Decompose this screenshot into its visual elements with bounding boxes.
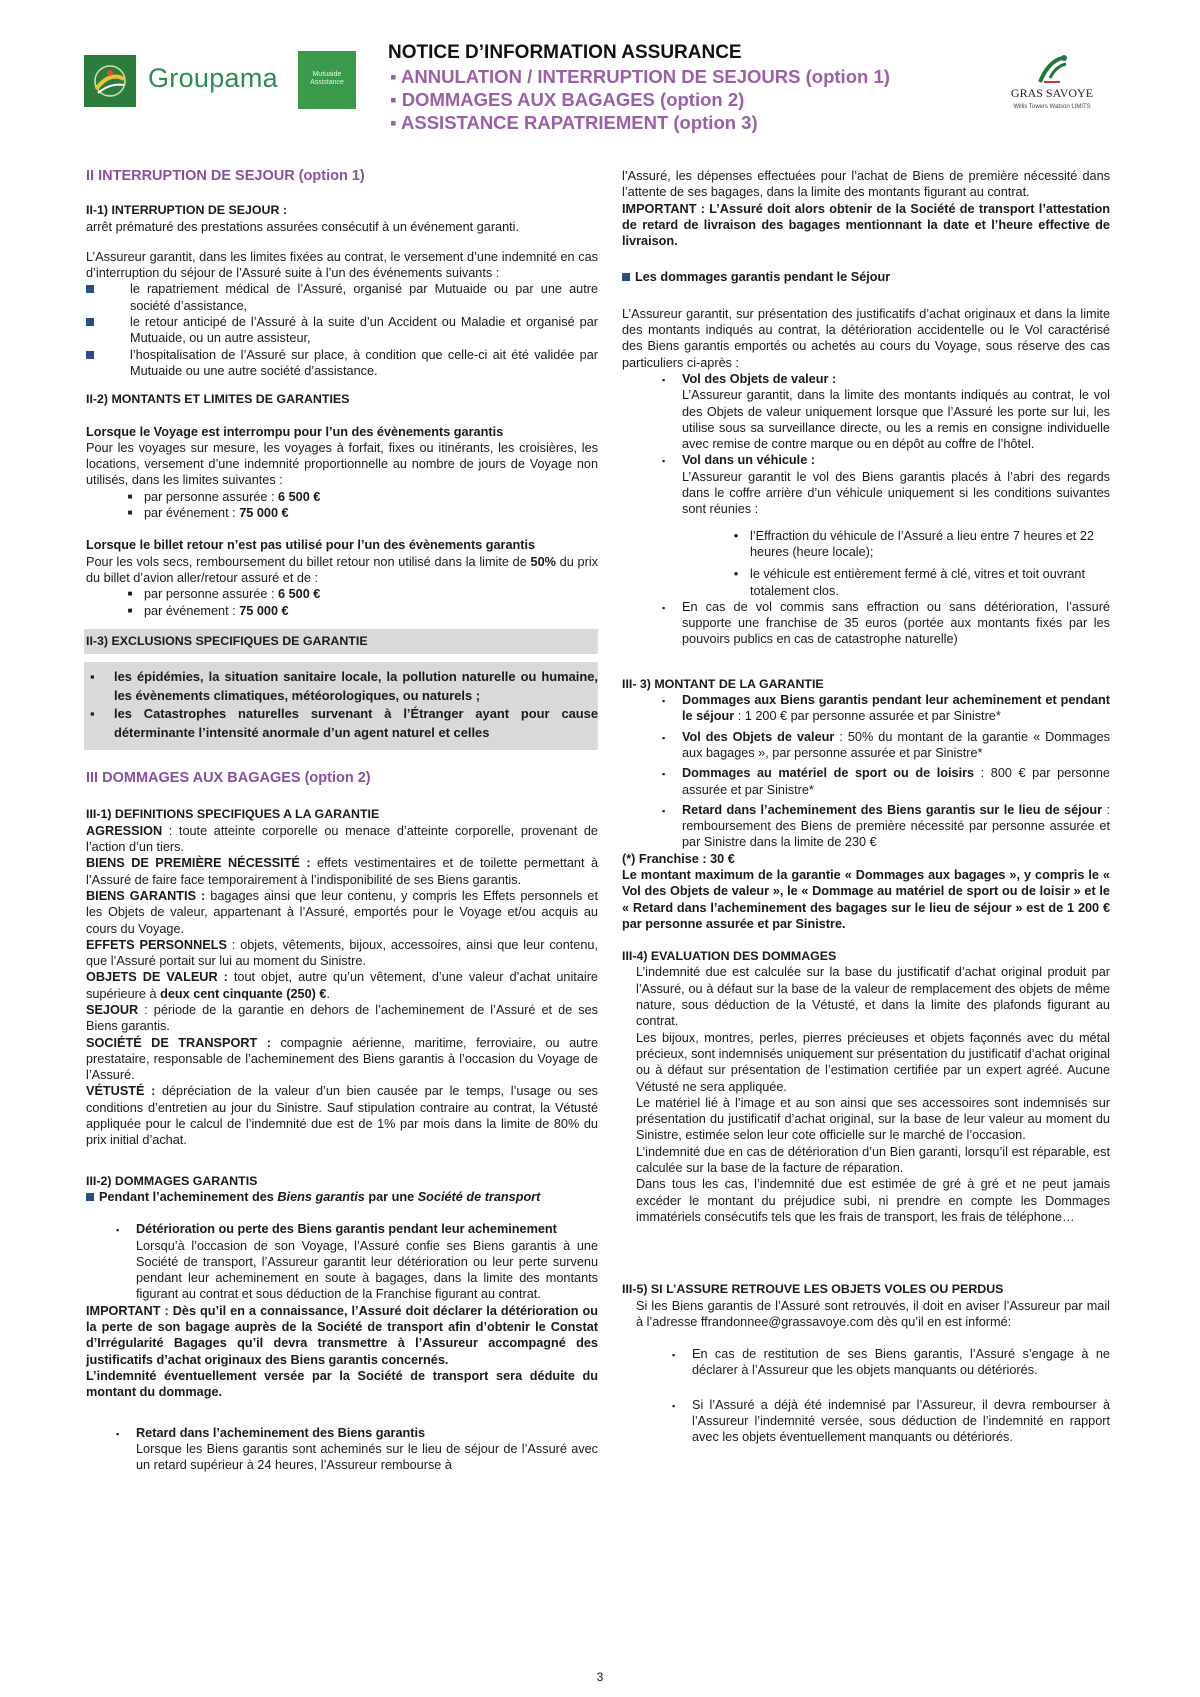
- evaluation-paragraphs: L’indemnité due est calculée sur la base du justificatif d’achat original produit par l’Assuré, ou à défaut sur la base de la valeur de remplacement des objets de même nature, sous déduction de la Vétusté, et dans la limite des plafonds figurant au contrat. Les bijoux, montres, perles, pierres précieuses et objets façonnés avec du métal précieux, sont indemnisés uniquement sur présentation du justificatif d’achat original ou à défaut sur présentation de l’estimation certifiée par un expert agréé. Aucune Vétusté ne sera appliquée. Le matériel lié à l’image et au son ainsi que ses accessoires sont indemnisés sur présentation du justificatif d’achat original, sur la base de leur valeur au moment du Sinistre, estimée selon leur cote officielle sur le marché de l’occasion. L’indemnité due en cas de détérioration d’un Bien garanti, lorsqu’il est réparable, est calculée sur la base de la facture de réparation. Dans tous les cas, l’indemnité due est estimée de gré à gré et ne peut jamais excéder le montant du préjudice subi, ni prendre en compte les Dommages immatériels consécutifs tels que les frais de transport, les frais de téléphone…: [636, 965, 1110, 1224]
- section-ii-1-title: II-1) INTERRUPTION DE SEJOUR :: [86, 203, 288, 218]
- mutuaide-logo-text: Mutuaide Assistance: [310, 71, 344, 86]
- section-ii-title: II INTERRUPTION DE SEJOUR (option 1): [86, 168, 365, 184]
- transport-damage-heading: Pendant l’acheminement des Biens garantis par une Société de transport: [86, 1189, 598, 1205]
- groupama-wordmark: Groupama: [148, 63, 278, 93]
- definition-item: BIENS DE PREMIÈRE NÉCESSITÉ : effets vestimentaires et de toilette permettant à l’Assuré de faire face temporairement à l’indisponibilité de ses Biens garantis.: [86, 856, 598, 887]
- definition-item: AGRESSION : toute atteinte corporelle ou menace d’atteinte corporelle, provenant de l’action d’un tiers.: [86, 823, 598, 855]
- page-header: [0, 0, 1200, 150]
- definition-item: SOCIÉTÉ DE TRANSPORT : compagnie aérienne, maritime, ferroviaire, ou autre prestataire, responsable de l’acheminement des Biens garantis à l’occasion du Voyage de l’Assuré.: [86, 1035, 599, 1083]
- list-item: le rapatriement médical de l’Assuré, organisé par Mutuaide ou par une autre société d’assistance,: [86, 281, 598, 314]
- section-iii-1-title: III-1) DEFINITIONS SPECIFIQUES A LA GARANTIE: [86, 807, 380, 822]
- section-ii-3-title: II-3) EXCLUSIONS SPECIFIQUES DE GARANTIE: [86, 633, 368, 648]
- gras-savoye-wordmark: GRAS SAVOYE: [1010, 86, 1094, 100]
- list-item: l’hospitalisation de l’Assuré sur place, à condition que celle-ci ait été validée par Mutuaide ou une autre société d’assistance.: [86, 347, 598, 380]
- gras-savoye-subline: Willis Towers Watson LIMITS: [1013, 104, 1091, 110]
- list-item: ■ par personne assurée : 6 500 €: [127, 489, 321, 504]
- mutuaide-logo: [298, 51, 356, 109]
- exclusions-box: [84, 662, 598, 750]
- definition-item: OBJETS DE VALEUR : tout objet, autre qu’un vêtement, d’une valeur d’achat unitaire supérieure à deux cent cinquante (250) €.: [86, 970, 598, 1001]
- important-note: IMPORTANT : Dès qu’il en a connaissance, l’Assuré doit déclarer la détérioration ou la perte de son bagage auprès de la Société de transport afin d’obtenir le Constat d’Irrégularité Bagages qu’il devra transmettre à l’Assureur accompagné des justificatifs d’achat originaux des Biens garantis concernés.: [86, 1303, 598, 1367]
- delay-continuation-text: l’Assuré, les dépenses effectuées pour l’achat de Biens de première nécessité dans l’attente de ses bagages, dans la limite des montants figurant au contrat.: [622, 169, 1110, 200]
- bullet-square-icon: [86, 318, 94, 326]
- definition-item: VÉTUSTÉ : dépréciation de la valeur d’un bien causée par le temps, l’usage ou ses conditions d’entretien au jour du Sinistre. Sauf stipulation contraire au contrat, la Vétusté appliquée pour le calcul de l’indemnité due est de 1% par mois dans la limite de 80% du prix initial d’achat.: [86, 1084, 599, 1148]
- exclusions-header-box: [84, 629, 598, 654]
- list-item: ▪ En cas de vol commis sans effraction ou sans détérioration, l’assuré supporte une franchise de 35 euros (portée aux montants fixés par les pouvoirs publics en cas de catastrophe naturelle): [662, 599, 1110, 647]
- exclusion-item: ▪ les épidémies, la situation sanitaire locale, la pollution naturelle ou humaine, les évènements climatiques, météorologiques, ou naturels ;: [90, 669, 598, 703]
- section-ii-2-a-text: Pour les voyages sur mesure, les voyages à forfait, fixes ou itinérants, les croisières, les locations, versement d’une indemnité proportionnelle au nombre de jours de Voyage non utilisés, dans les limites suivantes :: [86, 440, 598, 488]
- list-item: le retour anticipé de l’Assuré à la suite d’un Accident ou Maladie et organisé par Mutuaide, ou un autre assisteur,: [86, 314, 598, 347]
- definition-item: EFFETS PERSONNELS : objets, vêtements, bijoux, accessoires, ainsi que leur contenu, que l’Assuré portait sur lui au moment du Sinistre.: [86, 937, 598, 969]
- header-option-1: ▪ ANNULATION / INTERRUPTION DE SEJOURS (option 1): [390, 66, 890, 87]
- exclusion-item: ▪ les Catastrophes naturelles survenant à l’Étranger ayant pour cause déterminante l’intensité anormale d’un agent naturel et celles: [90, 706, 598, 740]
- recovered-items-intro: Si les Biens garantis de l’Assuré sont retrouvés, il doit en aviser l’Assureur par mail à l’adresse ffrandonnee@grassavoye.com dès qu’il en est informé:: [636, 1298, 1110, 1329]
- stay-damage-heading: Les dommages garantis pendant le Séjour: [622, 269, 1110, 285]
- list-item: ■ par événement : 75 000 €: [127, 506, 289, 521]
- list-item: ▪ Détérioration ou perte des Biens garantis pendant leur acheminement Lorsqu’à l’occasion de son Voyage, l’Assuré confie ses Biens garantis à une Société de transport, l’Assureur garantit leur détérioration ou leur perte survenu pendant leur acheminement en soute à bagages, dans la limite des montants figurant au contrat et sous déduction de la Franchise figurant au contrat.: [116, 1222, 598, 1302]
- list-item: ■ par événement : 75 000 €: [127, 603, 289, 618]
- section-ii-2-b-title: Lorsque le billet retour n’est pas utilisé pour l’un des évènements garantis: [86, 538, 536, 553]
- left-column: [86, 168, 598, 1473]
- deduction-note: L’indemnité éventuellement versée par la Société de transport sera déduite du montant du dommage.: [86, 1368, 598, 1400]
- header-option-3: ▪ ASSISTANCE RAPATRIEMENT (option 3): [390, 112, 758, 133]
- maximum-amount-note: Le montant maximum de la garantie « Dommages aux bagages », y compris le « Vol des Objets de valeur », le « Dommage au matériel de sport ou de loisir » et le « Retard dans l’acheminement des bagages sur le lieu de séjour » est de 1 200 € par personne assurée et par Sinistre.: [622, 867, 1110, 931]
- section-iii-4-title: III-4) EVALUATION DES DOMMAGES: [622, 949, 837, 964]
- section-ii-2-b-text: Pour les vols secs, remboursement du billet retour non utilisé dans la limite de 50% du prix du billet d’avion aller/retour assuré et de :: [86, 554, 598, 585]
- list-item: ▪ En cas de restitution de ses Biens garantis, l’Assuré s’engage à ne déclarer à l’Assureur que les objets manquants ou détériorés.: [672, 1347, 1110, 1378]
- list-item: ▪ Dommages aux Biens garantis pendant leur acheminement et pendant le séjour : 1 200 € par personne assurée et par Sinistre*: [662, 693, 1110, 724]
- bullet-square-icon: [86, 351, 94, 359]
- definition-item: BIENS GARANTIS : bagages ainsi que leur contenu, y compris les Effets personnels et les Objets de valeur, appartenant à l’Assuré, emportés pour le Voyage et/ou acquis au cours du Voyage.: [86, 888, 598, 936]
- bullet-square-icon: [86, 1193, 94, 1201]
- list-item: ▪ Vol des Objets de valeur : L’Assureur garantit, dans la limite des montants indiqués au contrat, le vol des Objets de valeur uniquement lorsque que l’Assuré les porte sur lui, les utilise sous sa surveillance directe, ou les a remis en consigne individuelle avec remise de contre marque ou en dépôt au coffre de l’hôtel.: [662, 371, 1110, 452]
- section-iii-5-title: III-5) SI L’ASSURE RETROUVE LES OBJETS VOLES OU PERDUS: [622, 1282, 1004, 1297]
- notice-title: NOTICE D’INFORMATION ASSURANCE: [388, 42, 742, 63]
- list-item: ● le véhicule est entièrement fermé à clé, vitres et toit ouvrant totalement clos.: [733, 567, 1085, 598]
- list-item: ▪ Dommages au matériel de sport ou de loisirs : 800 € par personne assurée et par Sinistre*: [662, 766, 1110, 797]
- section-ii-1-intro: L’Assureur garantit, dans les limites fixées au contrat, le versement d’une indemnité en cas d’interruption du séjour de l’Assuré suite à l’un des événements suivants :: [86, 249, 598, 281]
- stay-damage-intro: L’Assureur garantit, sur présentation des justificatifs d’achat originaux et dans la limite des montants indiqués au contrat, la détérioration accidentelle ou le Vol caractérisé des Biens garantis emportés ou achetés au cours du Voyage, sous réserve des cas particuliers ci-après :: [622, 306, 1110, 370]
- list-item: ▪ Vol des Objets de valeur : 50% du montant de la garantie « Dommages aux bagages », par personne assurée et par Sinistre*: [662, 729, 1110, 760]
- section-ii-2-title: II-2) MONTANTS ET LIMITES DE GARANTIES: [86, 392, 350, 407]
- bullet-square-icon: [86, 285, 94, 293]
- section-ii-1-definition: arrêt prématuré des prestations assurées consécutif à un événement garanti.: [86, 219, 520, 234]
- groupama-logo: [84, 55, 284, 107]
- section-iii-title: III DOMMAGES AUX BAGAGES (option 2): [86, 770, 371, 787]
- section-ii-2-a-title: Lorsque le Voyage est interrompu pour l’un des évènements garantis: [86, 424, 504, 439]
- groupama-logo-mark: [84, 55, 136, 107]
- list-item: ● l’Effraction du véhicule de l’Assuré a lieu entre 7 heures et 22 heures (heure locale);: [733, 528, 1094, 559]
- section-iii-3-title: III- 3) MONTANT DE LA GARANTIE: [622, 676, 824, 691]
- delay-important-note: IMPORTANT : L’Assuré doit alors obtenir de la Société de transport l’attestation de retard de livraison des bagages mentionnant la date et l’heure effective de livraison.: [622, 201, 1110, 249]
- section-iii-2-title: III-2) DOMMAGES GARANTIS: [86, 1173, 258, 1188]
- franchise-note: (*) Franchise : 30 €: [622, 851, 735, 866]
- list-item: ▪ Si l’Assuré a déjà été indemnisé par l’Assureur, il devra rembourser à l’Assureur l’indemnité versée, sous déduction de l’indemnité en rapport avec les objets éventuellement manquants ou détériorés.: [672, 1397, 1110, 1445]
- list-item: ■ par personne assurée : 6 500 €: [127, 587, 321, 602]
- page-number: 3: [596, 1670, 604, 1684]
- bullet-square-icon: [622, 273, 630, 281]
- gras-savoye-logo: [1000, 52, 1104, 114]
- list-item: ▪ Retard dans l’acheminement des Biens garantis Lorsque les Biens garantis sont acheminés sur le lieu de séjour de l’Assuré avec un retard supérieur à 24 heures, l’Assureur rembourse à: [116, 1425, 598, 1473]
- header-option-2: ▪ DOMMAGES AUX BAGAGES (option 2): [390, 89, 745, 110]
- gras-savoye-emblem-icon: [1000, 52, 1104, 86]
- list-item: ▪ Retard dans l’acheminement des Biens garantis sur le lieu de séjour : remboursement des Biens de première nécessité par personne assurée et par Sinistre dans la limite de 230 €: [662, 802, 1110, 850]
- definition-item: SEJOUR : période de la garantie en dehors de l’acheminement de l’Assuré et de ses Biens garantis.: [86, 1002, 598, 1034]
- right-column: [622, 168, 1110, 1446]
- list-item: ▪ Vol dans un véhicule : L’Assureur garantit le vol des Biens garantis placés à l’abri des regards dans le coffre arrière d’un véhicule uniquement si les conditions suivantes sont réunies :: [662, 453, 1110, 517]
